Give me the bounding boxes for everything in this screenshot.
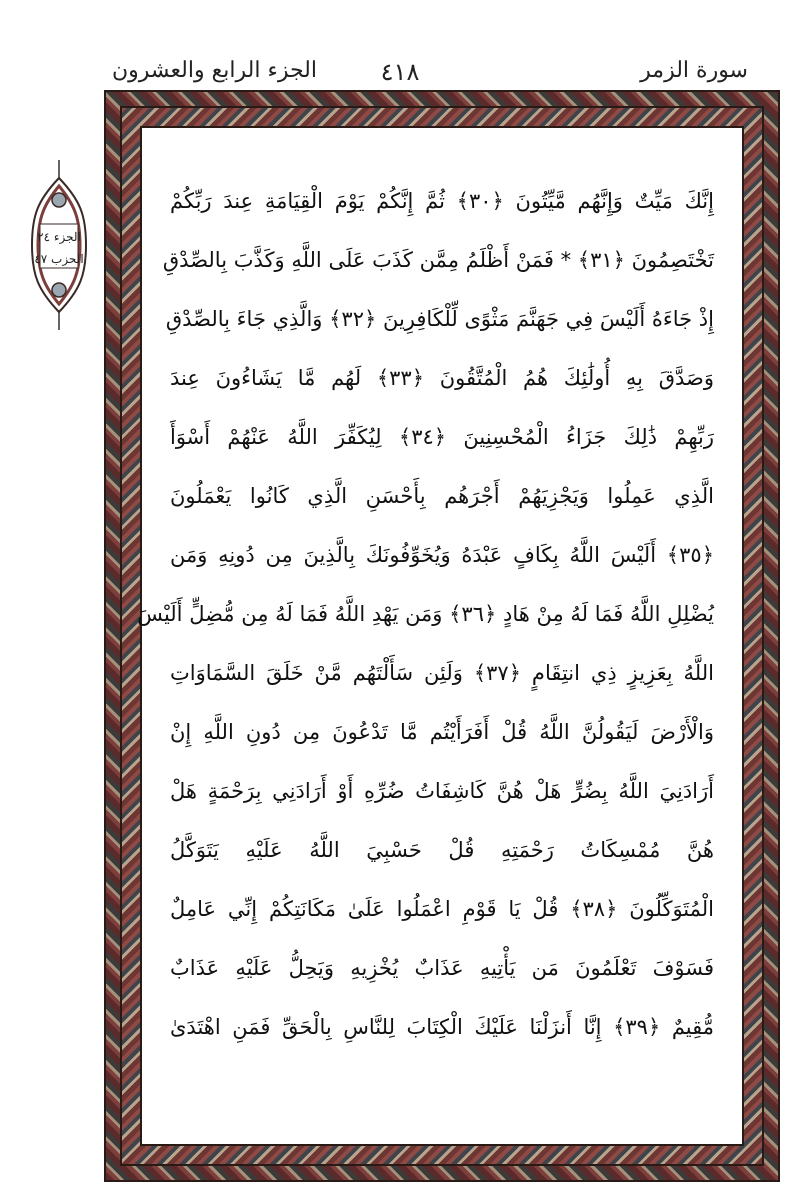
verse-line: يُضْلِلِ اللَّهُ فَمَا لَهُ مِنْ هَادٍ ﴿٣٦﴾ وَمَن يَهْدِ اللَّهُ فَمَا لَهُ مِن مُّضِلٍّ أَلَيْسَ (137, 602, 714, 626)
page-border-outer (104, 90, 780, 1182)
juz-title: الجزء الرابع والعشرون (112, 58, 317, 83)
verse-line: رَبِّهِمْ ذَٰلِكَ جَزَاءُ الْمُحْسِنِينَ ﴿٣٤﴾ لِيُكَفِّرَ اللَّهُ عَنْهُمْ أَسْوَأَ (170, 425, 714, 449)
juz-hizb-marker (28, 160, 90, 330)
verse-line: ﴿٣٥﴾ أَلَيْسَ اللَّهُ بِكَافٍ عَبْدَهُ وَيُخَوِّفُونَكَ بِالَّذِينَ مِن دُونِهِ وَمَن (170, 543, 714, 567)
verse-line: فَسَوْفَ تَعْلَمُونَ مَن يَأْتِيهِ عَذَابٌ يُخْزِيهِ وَيَحِلُّ عَلَيْهِ عَذَابٌ (170, 956, 714, 980)
verse-line: هُنَّ مُمْسِكَاتُ رَحْمَتِهِ قُلْ حَسْبِيَ اللَّهُ عَلَيْهِ يَتَوَكَّلُ (170, 838, 714, 862)
verse-line: تَخْتَصِمُونَ ﴿٣١﴾ * فَمَنْ أَظْلَمُ مِمَّن كَذَبَ عَلَى اللَّهِ وَكَذَّبَ بِالصِّدْقِ (162, 248, 714, 272)
verse-line: إِنَّكَ مَيِّتٌ وَإِنَّهُم مَّيِّتُونَ ﴿٣٠﴾ ثُمَّ إِنَّكُمْ يَوْمَ الْقِيَامَةِ عِندَ رَبِّكُمْ (170, 189, 714, 213)
surah-name: سورة الزمر (640, 58, 748, 83)
hizb-label: الحزب ٤٧ (34, 252, 84, 266)
verse-line: أَرَادَنِيَ اللَّهُ بِضُرٍّ هَلْ هُنَّ كَاشِفَاتُ ضُرِّهِ أَوْ أَرَادَنِي بِرَحْمَةٍ هَلْ (170, 779, 714, 803)
verse-line: وَالْأَرْضَ لَيَقُولُنَّ اللَّهُ قُلْ أَفَرَأَيْتُم مَّا تَدْعُونَ مِن دُونِ اللَّهِ إِنْ (170, 720, 714, 744)
juz-label: الجزء ٢٤ (37, 230, 81, 244)
verse-line: الَّذِي عَمِلُوا وَيَجْزِيَهُمْ أَجْرَهُم بِأَحْسَنِ الَّذِي كَانُوا يَعْمَلُونَ (170, 484, 714, 508)
verse-block (137, 172, 715, 1057)
verse-line: مُّقِيمٌ ﴿٣٩﴾ إِنَّا أَنزَلْنَا عَلَيْكَ الْكِتَابَ لِلنَّاسِ بِالْحَقِّ فَمَنِ اهْتَدَىٰ (170, 1015, 714, 1039)
text-panel (137, 126, 744, 1146)
medallion-ornament-icon (28, 160, 90, 330)
page-number: ٤١٨ (380, 58, 420, 86)
verse-line: إِذْ جَاءَهُ أَلَيْسَ فِي جَهَنَّمَ مَثْوًى لِّلْكَافِرِينَ ﴿٣٢﴾ وَالَّذِي جَاءَ بِالصِّدْقِ (165, 307, 714, 331)
verse-line: وَصَدَّقَ بِهِ أُولَٰئِكَ هُمُ الْمُتَّقُونَ ﴿٣٣﴾ لَهُم مَّا يَشَاءُونَ عِندَ (170, 366, 714, 390)
verse-line: الْمُتَوَكِّلُونَ ﴿٣٨﴾ قُلْ يَا قَوْمِ اعْمَلُوا عَلَىٰ مَكَانَتِكُمْ إِنِّي عَامِلٌ (170, 897, 715, 921)
verse-line: اللَّهُ بِعَزِيزٍ ذِي انتِقَامٍ ﴿٣٧﴾ وَلَئِن سَأَلْتَهُم مَّنْ خَلَقَ السَّمَاوَاتِ (170, 661, 714, 685)
page-border-ornament (120, 106, 764, 1166)
